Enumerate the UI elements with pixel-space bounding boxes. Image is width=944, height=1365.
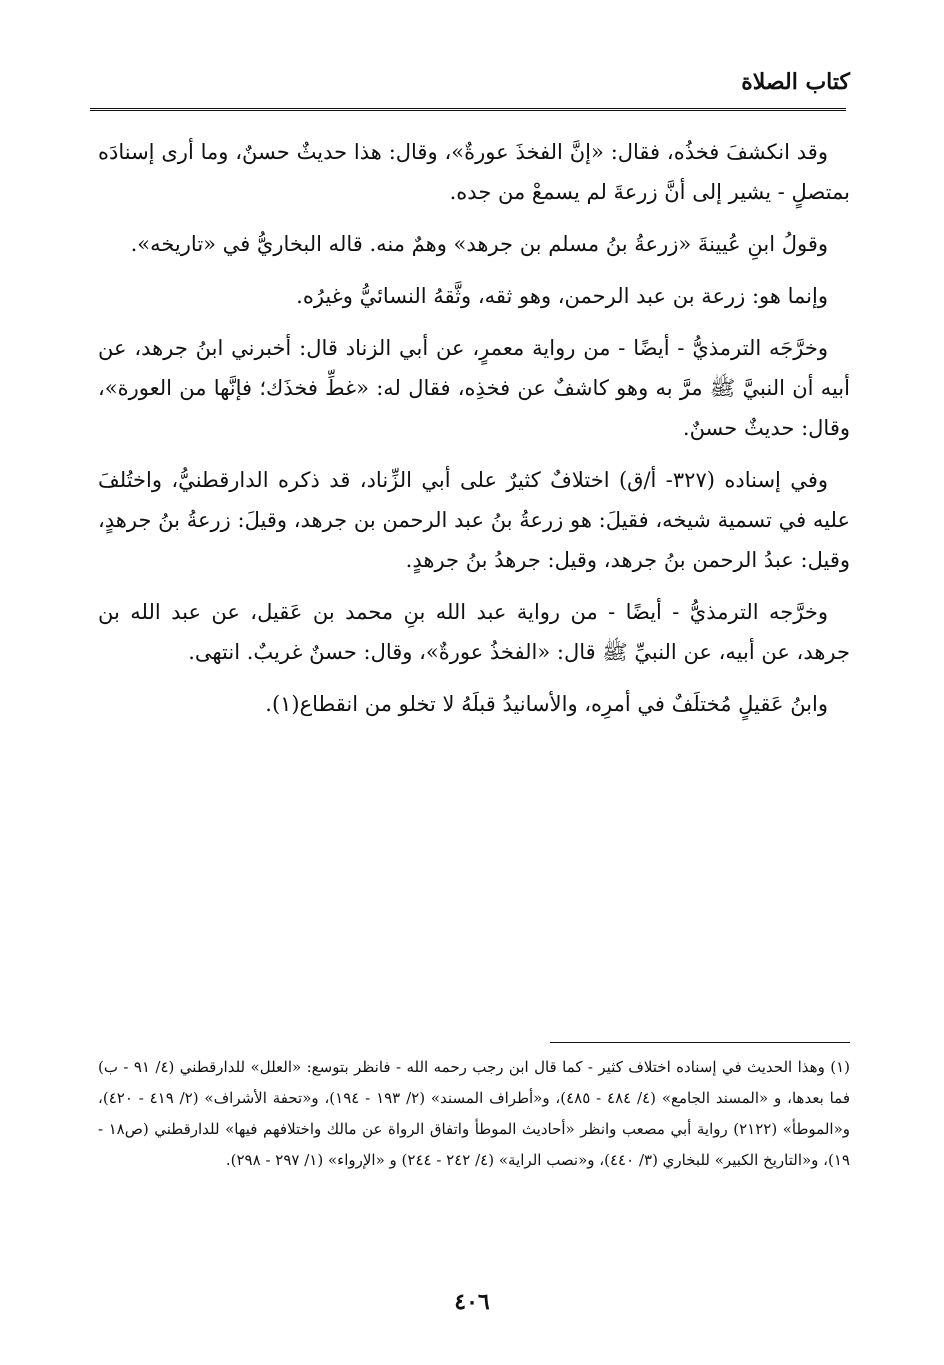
- footnote-text: (١) وهذا الحديث في إسناده اختلاف كثير - كما قال ابن رجب رحمه الله - فانظر بتوسع: «العلل» للدارقطني (٤/ ٩١ - ب) فما بعدها، و «المسند الجامع» (٤/ ٤٨٤ - ٤٨٥)، و«أطراف المسند» (٢/ ١٩٣ - ١٩٤)، و«تحفة الأشراف» (٢/ ٤١٩ - ٤٢٠)، و«الموطأ» (٢١٢٢) رواية أبي مصعب وانظر «أحاديث الموطأ واتفاق الرواة عن مالك واختلافهم فيها» للدارقطني (ص١٨ - ١٩)، و«التاريخ الكبير» للبخاري (٣/ ٤٤٠)، و«نصب الراية» (٤/ ٢٤٢ - ٢٤٤) و «الإرواء» (١/ ٢٩٧ - ٢٩٨).: [98, 1058, 851, 1169]
- main-text: [98, 132, 850, 736]
- footnotes: [98, 1052, 850, 1176]
- paragraph: وقد انكشفَ فخذُه، فقال: «إنَّ الفخذَ عورةٌ»، وقال: هذا حديثٌ حسنٌ، وما أرى إسنادَه بمتصلٍ - يشير إلى أنَّ زرعةَ لم يسمعْ من جده.: [98, 140, 850, 204]
- paragraph: وخرَّجه الترمذيُّ - أيضًا - من رواية عبد الله بنِ محمد بن عَقيل، عن عبد الله بن جرهد، عن أبيه، عن النبيِّ ﷺ قال: «الفخذُ عورةٌ»، وقال: حسنٌ غريبٌ. انتهى.: [98, 600, 850, 664]
- page-number: ٤٠٦: [454, 1289, 490, 1315]
- paragraph: وقولُ ابنِ عُيينةَ «زرعةُ بنُ مسلم بن جرهد» وهمٌ منه. قاله البخاريُّ في «تاريخه».: [130, 232, 828, 256]
- paragraph: وفي إسناده (٣٢٧- أ/ق) اختلافٌ كثيرٌ على أبي الزِّناد، قد ذكره الدارقطنيُّ، واختُلفَ عليه في تسمية شيخه، فقيلَ: هو زرعةُ بنُ عبد الرحمن بن جرهد، وقيلَ: زرعةُ بنُ جرهدٍ، وقيل: عبدُ الرحمن بنُ جرهد، وقيل: جرهدُ بنُ جرهدٍ.: [98, 468, 850, 572]
- paragraph: وإنما هو: زرعة بن عبد الرحمن، وهو ثقه، وثَّقهُ النسائيُّ وغيرُه.: [296, 284, 828, 308]
- running-head-title: كتاب الصلاة: [741, 69, 850, 95]
- footnote-separator: [550, 1042, 850, 1043]
- header-rule: [90, 108, 846, 111]
- paragraph: وخرَّجَه الترمذيُّ - أيضًا - من رواية معمرٍ، عن أبي الزناد قال: أخبرني ابنُ جرهد، عن أبيه أن النبيَّ ﷺ مرَّ به وهو كاشفٌ عن فخذِه، فقال له: «غطِّ فخذَك؛ فإنَّها من العورة»، وقال: حديثٌ حسنٌ.: [98, 336, 850, 440]
- paragraph: وابنُ عَقيلٍ مُختلَفٌ في أمرِه، والأسانيدُ قبلَهُ لا تخلو من انقطاع(١).: [265, 692, 828, 716]
